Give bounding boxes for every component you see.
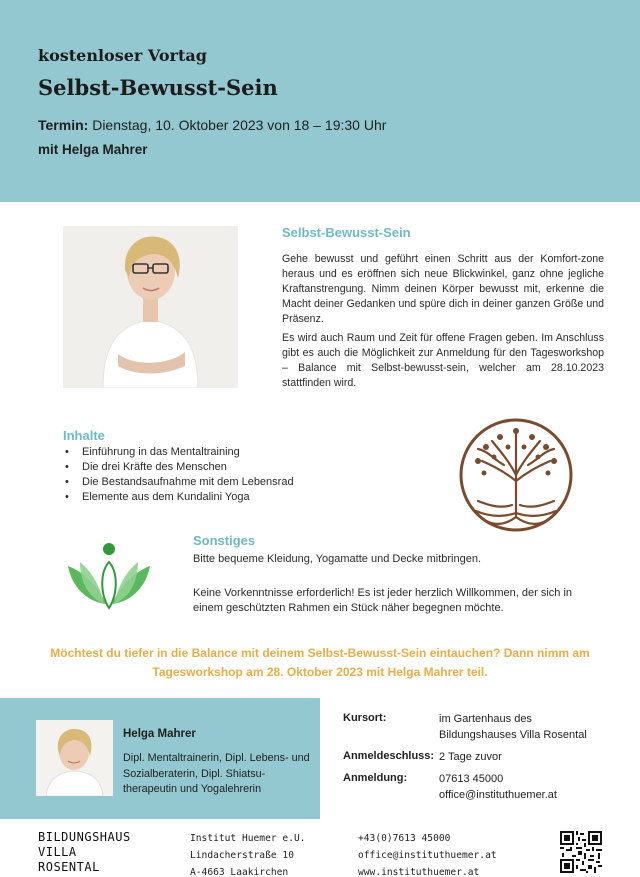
inhalte-title: Inhalte xyxy=(63,428,105,443)
info-row-anmeldung xyxy=(343,772,633,804)
sonstiges-line-2: Keine Vorkenntnisse erforderlich! Es ist jeder herzlich Willkommen, der sich in einem geschützten Rahmen ein Stück näher begegnen möchte. xyxy=(193,586,573,615)
termin-label: Termin: xyxy=(38,117,89,133)
header-banner xyxy=(0,0,640,202)
event-host: mit Helga Mahrer xyxy=(38,142,148,157)
workshop-callout xyxy=(30,644,610,681)
list-item: • Einführung in das Mentaltraining xyxy=(63,445,393,460)
qr-code-icon[interactable] xyxy=(560,831,602,873)
sonstiges-section xyxy=(193,533,593,617)
inhalte-list xyxy=(63,445,393,505)
anmeldung-label: Anmeldung: xyxy=(343,771,408,784)
kursort-label: Kursort: xyxy=(343,712,387,724)
footer-address xyxy=(190,830,306,877)
callout-line-2: Tagesworkshop am 28. Oktober 2023 mit Helga Mahrer teil. xyxy=(152,664,488,679)
anmeldung-phone: 07613 45000 xyxy=(439,772,504,785)
kursort-value xyxy=(439,712,633,744)
footer-contact xyxy=(358,830,497,877)
anmeldeschluss-label: Anmeldeschluss: xyxy=(343,749,435,762)
event-date xyxy=(38,117,640,133)
brand-line-1: BILDUNGSHAUS xyxy=(38,830,131,844)
speaker-name: Helga Mahrer xyxy=(123,728,196,740)
speaker-bio: Dipl. Mentaltrainerin, Dipl. Lebens- und Sozialberaterin, Dipl. Shiatsu- therapeutin und Yogalehrerin xyxy=(123,752,310,796)
sonstiges-line-1: Bitte bequeme Kleidung, Yogamatte und Decke mitbringen. xyxy=(193,553,482,565)
tree-of-life-icon xyxy=(456,417,576,533)
intro-paragraph-1: Gehe bewusst und geführt einen Schritt aus der Komfort-zone heraus und es eröffnen sich neue Blickwinkel, ganz ohne jegliche Kraftanstrengung. Nimm deinen Körper bewusst mit, erkenne die Macht deiner Gedanken und spüre dich in deiner ganzen Größe und Präsenz. xyxy=(282,253,604,326)
brand-line-2: VILLA xyxy=(38,845,77,859)
sonstiges-title: Sonstiges xyxy=(193,533,256,548)
anmeldung-value xyxy=(439,772,633,804)
footer-phone: +43(0)7613 45000 xyxy=(358,833,451,844)
footer xyxy=(0,820,640,877)
callout-line-1: Möchtest du tiefer in die Balance mit deinem Selbst-Bewusst-Sein eintauchen? Dann nimm am xyxy=(50,646,590,660)
list-item: • Die drei Kräfte des Menschen xyxy=(63,460,393,475)
anmeldeschluss-value: 2 Tage zuvor xyxy=(439,750,502,763)
intro-paragraph-2: Es wird auch Raum und Zeit für offene Fragen geben. Im Anschluss gibt es auch die Möglichkeit zur Anmeldung für den Tagesworkshop – Balance mit Selbst-bewusst-sein, welcher am 28.10.2023 stattfinden wird. xyxy=(282,332,604,390)
address-line-2: Lindacherstraße 10 xyxy=(190,850,294,861)
address-line-3: A-4663 Laakirchen xyxy=(190,867,289,877)
lotus-logo-icon xyxy=(64,542,154,612)
intro-section xyxy=(282,225,604,391)
list-item: • Elemente aus dem Kundalini Yoga xyxy=(63,490,393,505)
event-title: Selbst-Bewusst-Sein xyxy=(38,75,278,100)
termin-value: Dienstag, 10. Oktober 2023 von 18 – 19:30 Uhr xyxy=(88,117,387,133)
speaker-profile xyxy=(0,698,320,819)
brand-logo xyxy=(38,830,131,875)
info-row-kursort xyxy=(343,712,633,744)
intro-title: Selbst-Bewusst-Sein xyxy=(282,225,411,240)
inhalte-section xyxy=(63,428,393,505)
kursort-line-1: im Gartenhaus des xyxy=(439,713,532,725)
address-line-1: Institut Huemer e.U. xyxy=(190,833,306,844)
footer-email[interactable]: office@instituthuemer.at xyxy=(358,850,497,861)
speaker-avatar xyxy=(36,720,113,796)
kursort-line-2: Bildungshauses Villa Rosental xyxy=(439,728,587,741)
speaker-portrait xyxy=(63,226,238,388)
list-item: • Die Bestandsaufnahme mit dem Lebensrad xyxy=(63,475,393,490)
anmeldung-email[interactable]: office@instituthuemer.at xyxy=(439,788,557,801)
event-kicker: kostenloser Vortag xyxy=(38,46,207,65)
course-info xyxy=(343,712,633,804)
brand-line-3: ROSENTAL xyxy=(38,860,100,874)
info-row-anmeldeschluss xyxy=(343,750,633,766)
footer-web[interactable]: www.instituthuemer.at xyxy=(358,867,480,877)
